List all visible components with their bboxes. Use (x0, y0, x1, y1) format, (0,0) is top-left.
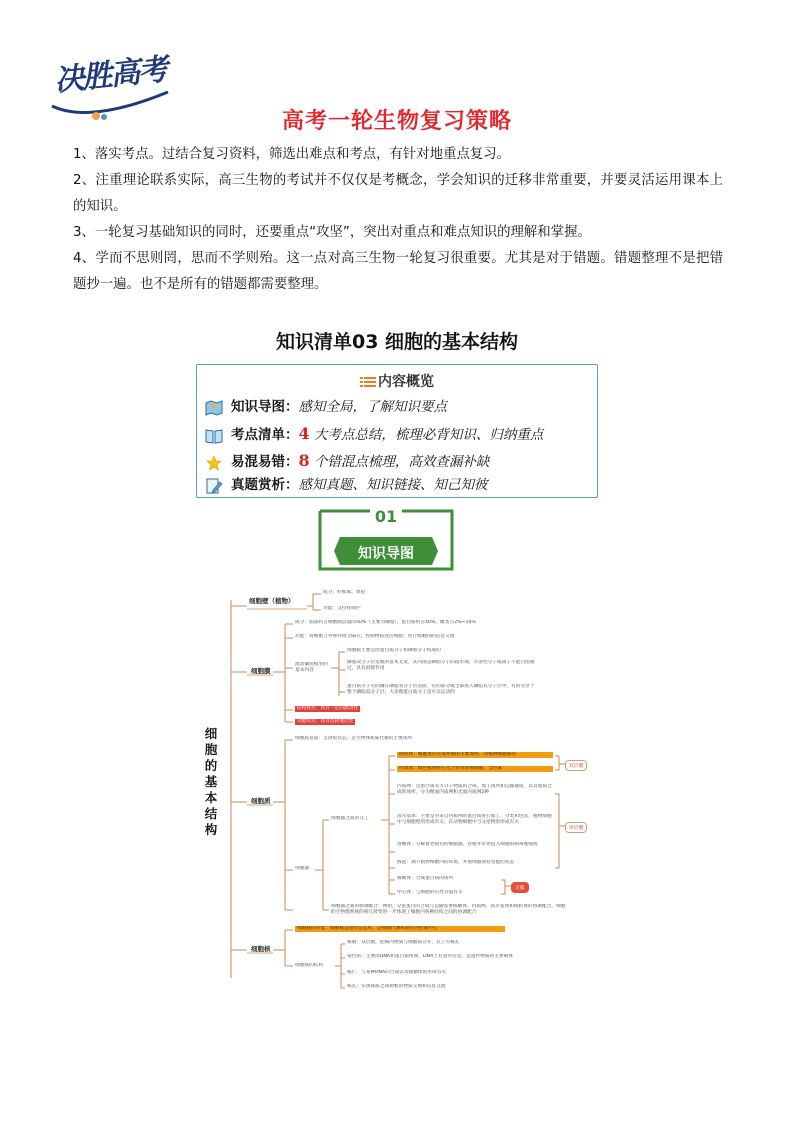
mindmap-node-highlight: 线粒体：细胞进行有氧呼吸的主要场所，动植物细胞都有 (397, 752, 553, 758)
mindmap-node: 细胞膜主要是由蛋白质分子和磷脂分子构成的 (347, 648, 441, 653)
logo-text: 决胜高考 (52, 52, 168, 99)
page-title: 高考一轮生物复习策略 (281, 109, 512, 134)
mindmap-node: 溶酶体：分解衰老损伤的细胞器，吞噬并杀死侵入细胞的病毒或细菌 (397, 842, 538, 847)
tag-no-membrane: 无膜 (511, 882, 529, 893)
tag-double-membrane: 双层膜 (565, 760, 587, 771)
tip-item: 2、注重理论联系实际，高三生物的考试并不仅仅是考概念，学会知识的迁移非常重要，并要灵活运用课本上的知识。 (73, 173, 723, 214)
mindmap-node-highlight: 细胞核的功能：细胞核是遗传信息库，是细胞代谢和遗传的控制中心 (295, 926, 505, 932)
tips-list (73, 142, 723, 298)
mindmap-category-cytoplasm: 细胞质 (251, 797, 271, 805)
mindmap-node: 核膜：双层膜，把核内物质与细胞质分开，其上有核孔 (347, 940, 460, 945)
mindmap-node: 磷脂双分子层是膜的基本支架，其内部是磷脂分子的疏水端，水溶性分子或离子不能自由通过，具有屏障作用 (347, 660, 535, 671)
tag-single-membrane: 单层膜 (565, 822, 587, 833)
book-icon (205, 428, 223, 444)
mindmap-node: 液泡：调节植物细胞内的环境，并使细胞保持坚挺的状态 (397, 860, 515, 865)
overview-row: 易混易错：8 个错混点梳理，高效查漏补缺 (205, 451, 489, 471)
mindmap-node: 细胞质基质：呈溶胶状态，是生物体新陈代谢的主要场所 (295, 736, 413, 741)
mindmap-node: 成分：纤维素、果胶 (323, 590, 366, 595)
mindmap-category-wall: 细胞壁（植物） (249, 597, 295, 605)
mindmap-node-highlight: 叶绿体：绿色植物进行光合作用的细胞器，含色素 (397, 766, 553, 772)
map-icon (205, 400, 223, 416)
tip-item: 3、一轮复习基础知识的同时，还要重点“攻坚”，突出对重点和难点知识的理解和掌握。 (73, 225, 591, 240)
section-badge (316, 505, 456, 581)
mindmap-node: 蛋白质分子有的镶在磷脂双分子层表面，有的部分或全部嵌入磷脂双分子层中，有的贯穿于整个磷脂双分子层；大多数蛋白质分子是可以运动的 (347, 684, 535, 695)
overview-box (196, 364, 598, 498)
tip-item: 1、落实考点。过结合复习资料，筛选出难点和考点，有针对地重点复习。 (73, 147, 511, 162)
overview-heading-text: 内容概览 (378, 374, 434, 390)
mindmap-node-highlight: 结构特点：具有一定的流动性 (297, 706, 358, 711)
mindmap-node: 核糖体：合成蛋白质的场所 (397, 876, 454, 881)
mindmap-category-nucleus: 细胞核 (251, 945, 271, 953)
list-icon (360, 376, 376, 388)
star-icon (205, 455, 223, 471)
mindmap-category-membrane: 细胞膜 (251, 667, 271, 675)
badge-label: 知识导图 (358, 546, 414, 562)
overview-heading (197, 371, 597, 391)
mindmap-node: 成分：脂质约占细胞膜总量的50%（主要为磷脂），蛋白质约占40%，糖类占2%~10% (295, 620, 476, 625)
mindmap-node: 核孔：实现核质之间频繁的物质交换和信息交流 (347, 984, 446, 989)
mindmap-node: 细胞核的结构 (295, 963, 324, 968)
overview-row: 知识导图：感知全局，了解知识要点 (205, 397, 447, 417)
mindmap-node: 细胞器之间的协调配合：例如，分泌蛋白的合成与运输需要核糖体、内质网、高尔基体和线粒体的协调配合。细胞的生物膜系统的相互转变进一步体现了细胞内各种结构之间的协调配合 (331, 904, 566, 915)
mindmap-node: 功能：将细胞与外界环境分隔开；控制物质进出细胞；进行细胞间的信息交流 (295, 634, 455, 639)
mindmap-root: 细 胞 的 基 本 结 构 (204, 726, 218, 837)
mindmap-node: 中心体：与细胞的有丝分裂有关 (397, 890, 463, 895)
mindmap-node: 染色质：主要由DNA和蛋白质组成，DNA上有遗传信息，是遗传物质的主要载体 (347, 954, 513, 959)
mindmap-node: 核仁：与某种RNA的合成以及核糖体的形成有关 (347, 970, 447, 975)
overview-row: 真题赏析：感知真题、知识链接、知己知彼 (205, 475, 488, 495)
mindmap-node: 细胞器之间的分工 (331, 816, 369, 821)
mindmap-node: 流动镶嵌模型的基本内容 (295, 662, 328, 673)
section-title: 知识清单03 细胞的基本结构 (275, 331, 519, 353)
overview-row: 考点清单：4 大考点总结，梳理必背知识、归纳重点 (205, 424, 543, 444)
tip-item: 4、学而不思则罔，思而不学则殆。这一点对高三生物一轮复习很重要。尤其是对于错题。错题整理不是把错题抄一遍。也不是所有的错题都需要整理。 (73, 251, 723, 292)
mindmap-node-highlight: 功能特点：具有选择透过性 (297, 719, 354, 724)
pencil-icon (205, 478, 223, 494)
mindmap-node: 内质网：是蛋白质等大分子物质的合成、加工场所和运输通道，以及脂质合成的场所，分为粗面内质网和光面内质网2种 (397, 784, 552, 795)
mindmap-node: 高尔基体：主要是对来自内质网的蛋白质进行加工、分类和包装，植物细胞中与细胞壁的形成有关；在动物细胞中与分泌物的形成有关 (397, 814, 552, 825)
badge-number: 01 (374, 507, 398, 526)
mindmap-node: 功能：支持和保护 (323, 606, 361, 611)
mindmap-node: 细胞器 (295, 866, 310, 871)
mind-map (195, 580, 605, 1010)
